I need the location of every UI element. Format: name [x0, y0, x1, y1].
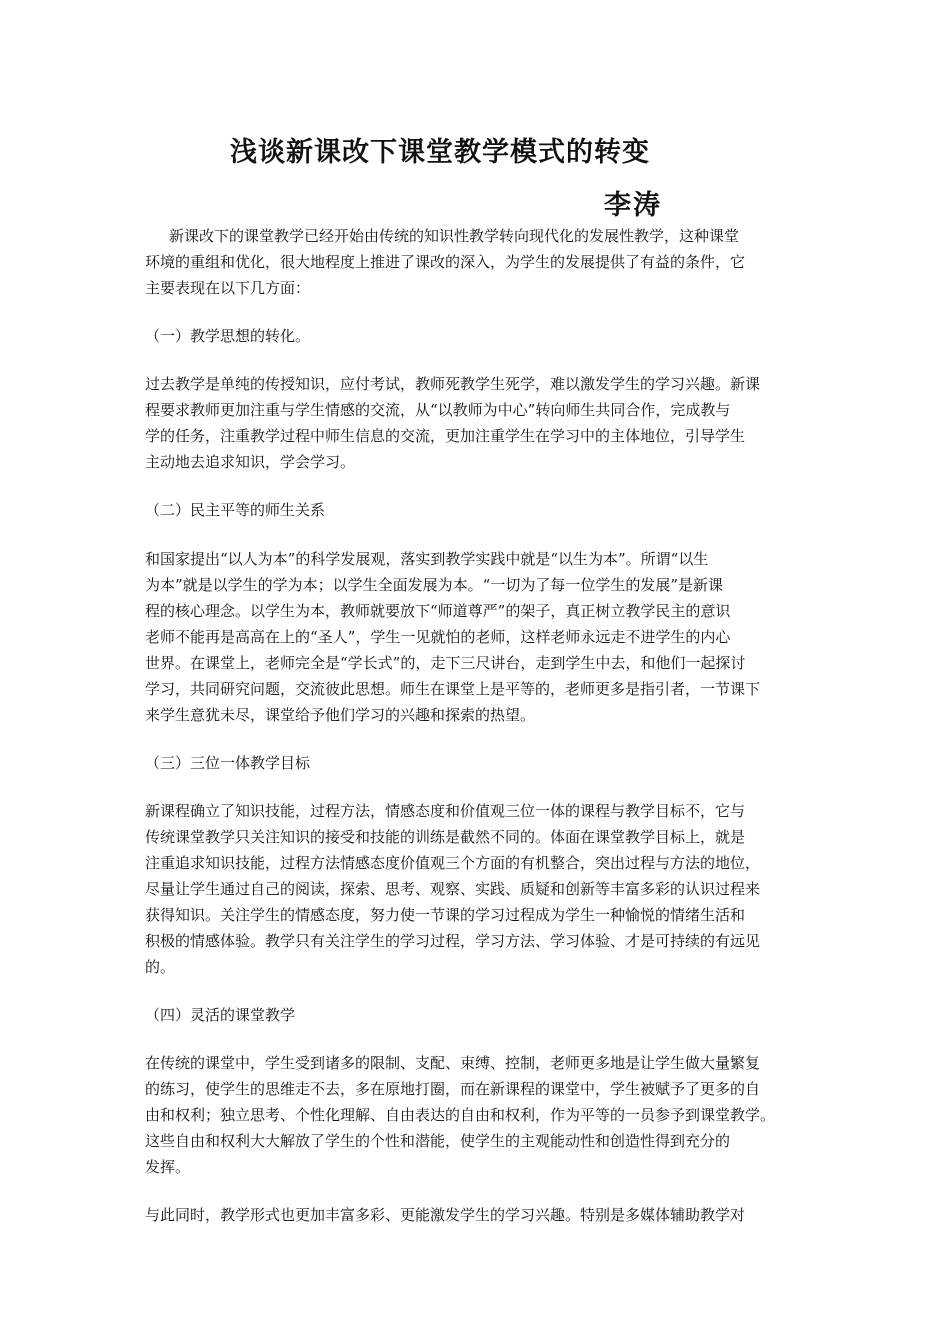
section-heading: （四）灵活的课堂教学 — [145, 1006, 296, 1024]
paragraph-line: 与此同时，教学形式也更加丰富多彩、更能激发学生的学习兴趣。特别是多媒体辅助教学对 — [145, 1206, 746, 1224]
paragraph-line: 和国家提出“以人为本”的科学发展观，落实到教学实践中就是“以生为本”。所谓“以生 — [145, 550, 709, 568]
paragraph-line: 发挥。 — [145, 1158, 191, 1176]
paragraph-line: 世界。在课堂上，老师完全是“学长式”的，走下三尺讲台，走到学生中去，和他们一起探讨 — [145, 654, 746, 672]
paragraph-line: 获得知识。关注学生的情感态度，努力使一节课的学习过程成为学生一种愉悦的情绪生活和 — [145, 906, 746, 924]
paragraph-line: 环境的重组和优化，很大地程度上推进了课改的深入，为学生的发展提供了有益的条件，它 — [145, 253, 746, 271]
paragraph-line: 程的核心理念。以学生为本，教师就要放下“师道尊严”的架子，真正树立教学民主的意识 — [145, 602, 731, 620]
document-title: 浅谈新课改下课堂教学模式的转变 — [230, 137, 650, 168]
paragraph-line: 主动地去追求知识，学会学习。 — [145, 453, 356, 471]
paragraph-line: 主要表现在以下几方面： — [145, 279, 311, 297]
paragraph-line: 在传统的课堂中，学生受到诸多的限制、支配、束缚、控制，老师更多地是让学生做大量繁复 — [145, 1054, 761, 1072]
section-heading: （三）三位一体教学目标 — [145, 754, 311, 772]
paragraph-line: 来学生意犹未尽，课堂给予他们学习的兴趣和探索的热望。 — [145, 706, 536, 724]
paragraph-line: 的练习，使学生的思维走不去，多在原地打圈，而在新课程的课堂中，学生被赋予了更多的自 — [145, 1080, 761, 1098]
paragraph-line: 的。 — [145, 958, 176, 976]
paragraph-line: 程要求教师更加注重与学生情感的交流，从“以教师为中心”转向师生共同合作，完成教与 — [145, 401, 731, 419]
section-heading: （二）民主平等的师生关系 — [145, 501, 326, 519]
paragraph-line: 学的任务，注重教学过程中师生信息的交流，更加注重学生在学习中的主体地位，引导学生 — [145, 427, 746, 445]
paragraph-line: 尽量让学生通过自己的阅读，探索、思考、观察、实践、质疑和创新等丰富多彩的认识过程来 — [145, 880, 761, 898]
paragraph-line: 积极的情感体验。教学只有关注学生的学习过程，学习方法、学习体验、才是可持续的有远见 — [145, 932, 761, 950]
document-author: 李涛 — [604, 190, 662, 221]
paragraph-line: 过去教学是单纯的传授知识，应付考试，教师死教学生死学，难以激发学生的学习兴趣。新课 — [145, 375, 761, 393]
section-heading: （一）教学思想的转化。 — [145, 327, 311, 345]
paragraph-line: 新课程确立了知识技能，过程方法，情感态度和价值观三位一体的课程与教学目标不，它与 — [145, 802, 746, 820]
paragraph-line: 老师不能再是高高在上的“圣人”，学生一见就怕的老师，这样老师永远走不进学生的内心 — [145, 628, 731, 646]
paragraph-line: 新课改下的课堂教学已经开始由传统的知识性教学转向现代化的发展性教学，这种课堂 — [169, 227, 740, 245]
paragraph-line: 为本”就是以学生的学为本；以学生全面发展为本。“一切为了每一位学生的发展”是新课 — [145, 576, 724, 594]
paragraph-line: 传统课堂教学只关注知识的接受和技能的训练是截然不同的。体面在课堂教学目标上，就是 — [145, 828, 746, 846]
paragraph-line: 由和权利；独立思考、个性化理解、自由表达的自由和权利，作为平等的一员参予到课堂教学。 — [145, 1106, 776, 1124]
paragraph-line: 这些自由和权利大大解放了学生的个性和潜能，使学生的主观能动性和创造性得到充分的 — [145, 1132, 731, 1150]
paragraph-line: 注重追求知识技能，过程方法情感态度价值观三个方面的有机整合，突出过程与方法的地位， — [145, 854, 761, 872]
paragraph-line: 学习，共同研究问题，交流彼此思想。师生在课堂上是平等的，老师更多是指引者，一节课下 — [145, 680, 761, 698]
